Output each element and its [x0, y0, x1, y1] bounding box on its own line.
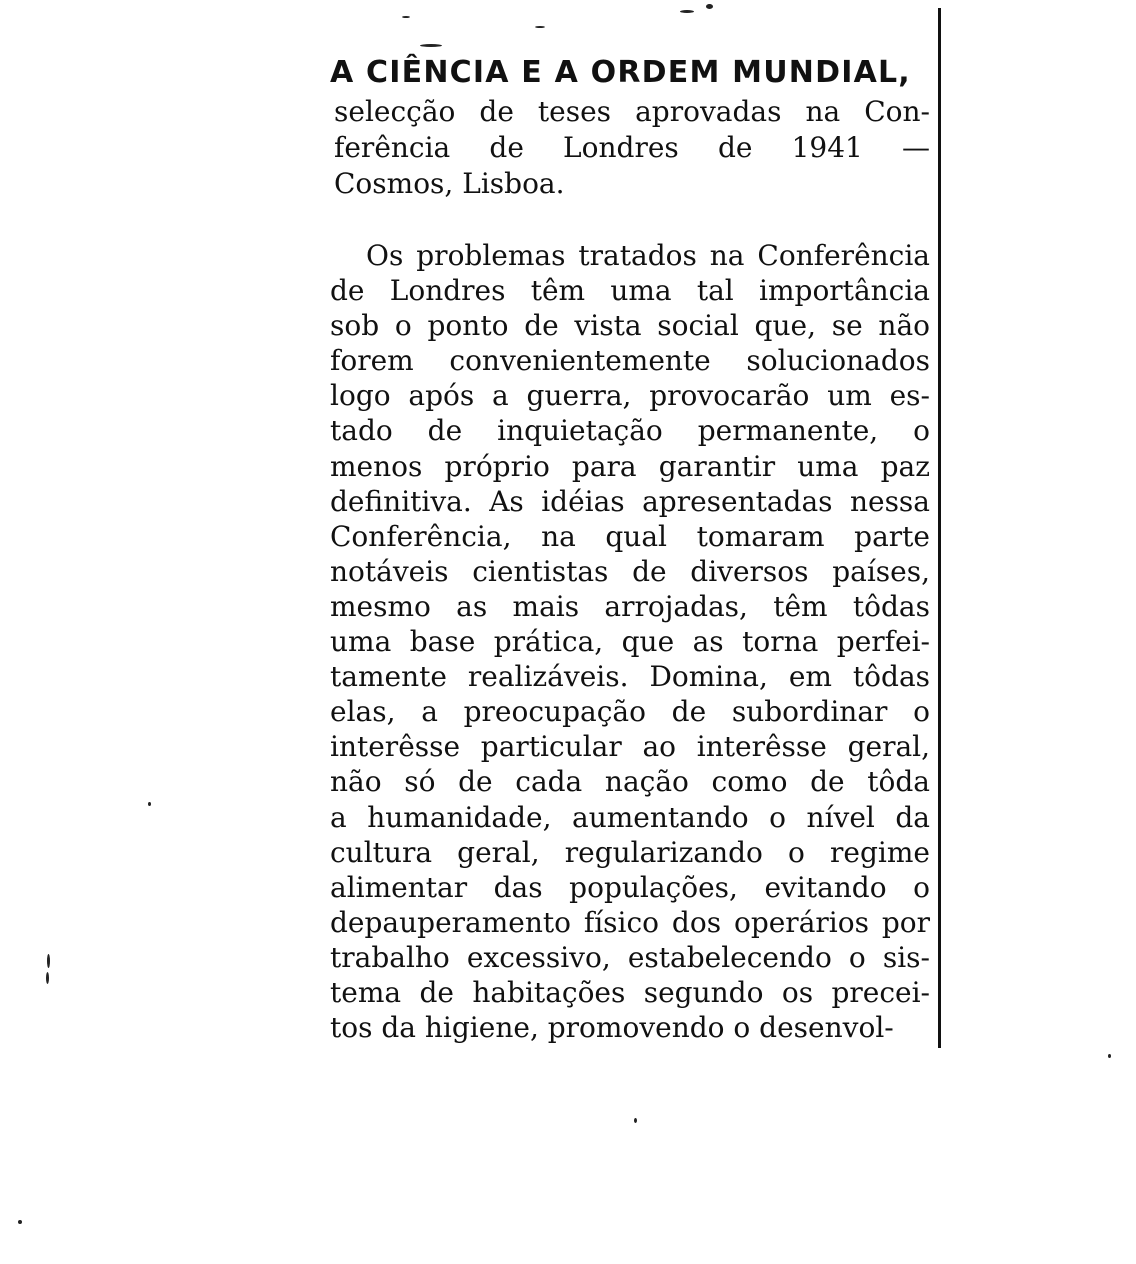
body-line: interêsse particular ao interêsse geral, [330, 730, 930, 764]
body-line: forem convenientemente solucionados [330, 344, 930, 378]
body-line: tamente realizáveis. Domina, em tôdas [330, 660, 930, 694]
body-line: Conferência, na qual tomaram parte [330, 519, 930, 553]
article-body [330, 238, 930, 1045]
body-line: mesmo as mais arrojadas, têm tôdas [330, 589, 930, 623]
scan-speck [634, 1118, 637, 1123]
scan-speck [402, 16, 410, 18]
body-line: de Londres têm uma tal importância [330, 274, 930, 308]
body-line: trabalho excessivo, estabelecendo o sis- [330, 940, 930, 974]
subtitle-line: selecção de teses aprovadas na Con- [334, 95, 930, 128]
scan-speck [1108, 1054, 1111, 1058]
subtitle-line: ferência de Londres de 1941 — [334, 131, 930, 164]
body-line: alimentar das populações, evitando o [330, 870, 930, 904]
body-line: Os problemas tratados na Conferência [366, 239, 930, 272]
body-line: elas, a preocupação de subordinar o [330, 695, 930, 729]
scan-speck [420, 44, 442, 47]
column-rule [938, 8, 941, 1048]
article-headline: A CIÊNCIA E A ORDEM MUNDIAL, [330, 55, 911, 90]
body-line: tema de habitações segundo os precei- [330, 975, 930, 1009]
scan-speck [18, 1220, 22, 1224]
scan-speck [47, 954, 50, 968]
body-line: não só de cada nação como de tôda [330, 765, 930, 799]
body-line: uma base prática, que as torna perfei- [330, 625, 930, 659]
scan-speck [535, 26, 545, 28]
body-line: depauperamento físico dos operários por [330, 905, 930, 939]
scan-speck [680, 10, 694, 13]
body-line: sob o ponto de vista social que, se não [330, 309, 930, 343]
newspaper-clipping [330, 52, 930, 1045]
scan-speck [148, 802, 151, 806]
body-line: tado de inquietação permanente, o [330, 414, 930, 448]
body-line: notáveis cientistas de diversos países, [330, 554, 930, 588]
body-line: logo após a guerra, provocarão um es- [330, 379, 930, 413]
body-line: tos da higiene, promovendo o desenvol- [330, 1011, 894, 1045]
scan-speck [706, 4, 713, 9]
scan-speck [46, 972, 49, 984]
body-line: cultura geral, regularizando o regime [330, 835, 930, 869]
subtitle-line: Cosmos, Lisboa. [334, 167, 565, 200]
body-line: a humanidade, aumentando o nível da [330, 800, 930, 834]
body-line: definitiva. As idéias apresentadas nessa [330, 484, 930, 518]
article-subtitle [330, 94, 930, 202]
body-line: menos próprio para garantir uma paz [330, 449, 930, 483]
